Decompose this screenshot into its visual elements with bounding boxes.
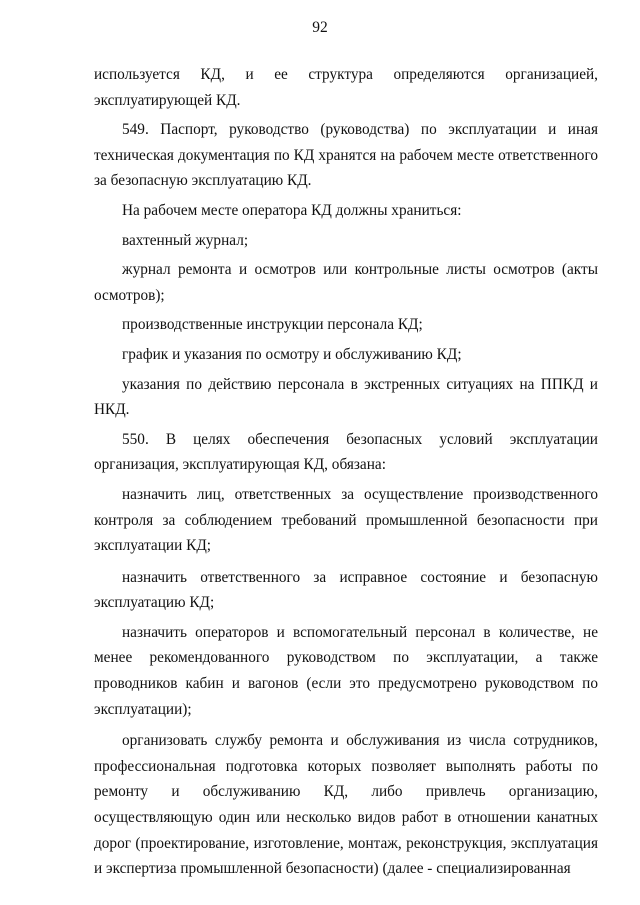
list-item-inspection-schedule: график и указания по осмотру и обслуживанию КД; — [122, 345, 462, 363]
paragraph-550: 550. В целях обеспечения безопасных условий эксплуатации организация, эксплуатирующая КД, обязана: — [94, 430, 598, 474]
paragraph-continuation: используется КД, и ее структура определяются организацией, эксплуатирующей КД. — [94, 66, 598, 109]
list-item-emergency-instructions: указания по действию персонала в экстренных ситуациях на ППКД и НКД. — [94, 375, 598, 419]
list-item-responsible-person: назначить ответственного за исправное состояние и безопасную эксплуатацию КД; — [94, 568, 598, 612]
list-item-repair-log: журнал ремонта и осмотров или контрольные листы осмотров (акты осмотров); — [94, 261, 598, 304]
list-item-control-persons: назначить лиц, ответственных за осуществление производственного контроля за соблюдением требований промышленной безопасности при эксплуатации КД; — [94, 485, 598, 555]
paragraph-549: 549. Паспорт, руководство (руководства) по эксплуатации и иная техническая документация по КД хранятся на рабочем месте ответственного за безопасную эксплуатацию КД. — [94, 121, 598, 190]
page-body — [94, 62, 598, 882]
list-item-repair-service: организовать службу ремонта и обслуживания из числа сотрудников, профессиональная подготовка которых позволяет выполнять работы по ремонту и обслуживанию КД, либо привлечь организацию, осуществляющую один или несколько видов работ в отношении канатных дорог (проектирование, изготовление, монтаж, реконструкция, эксплуатация и экспертиза промышленной безопасности) (далее - специализированная — [94, 732, 598, 878]
list-item-production-instructions: производственные инструкции персонала КД; — [122, 316, 423, 334]
list-item-operators: назначить операторов и вспомогательный персонал в количестве, не менее рекомендованного руководством по эксплуатации, а также проводников кабин и вагонов (если это предусмотрено руководством по эксплуатации); — [94, 623, 598, 718]
paragraph-operator-workplace: На рабочем месте оператора КД должны храниться: — [122, 201, 462, 219]
page-number: 92 — [312, 19, 328, 36]
list-item-watch-log: вахтенный журнал; — [122, 231, 249, 249]
